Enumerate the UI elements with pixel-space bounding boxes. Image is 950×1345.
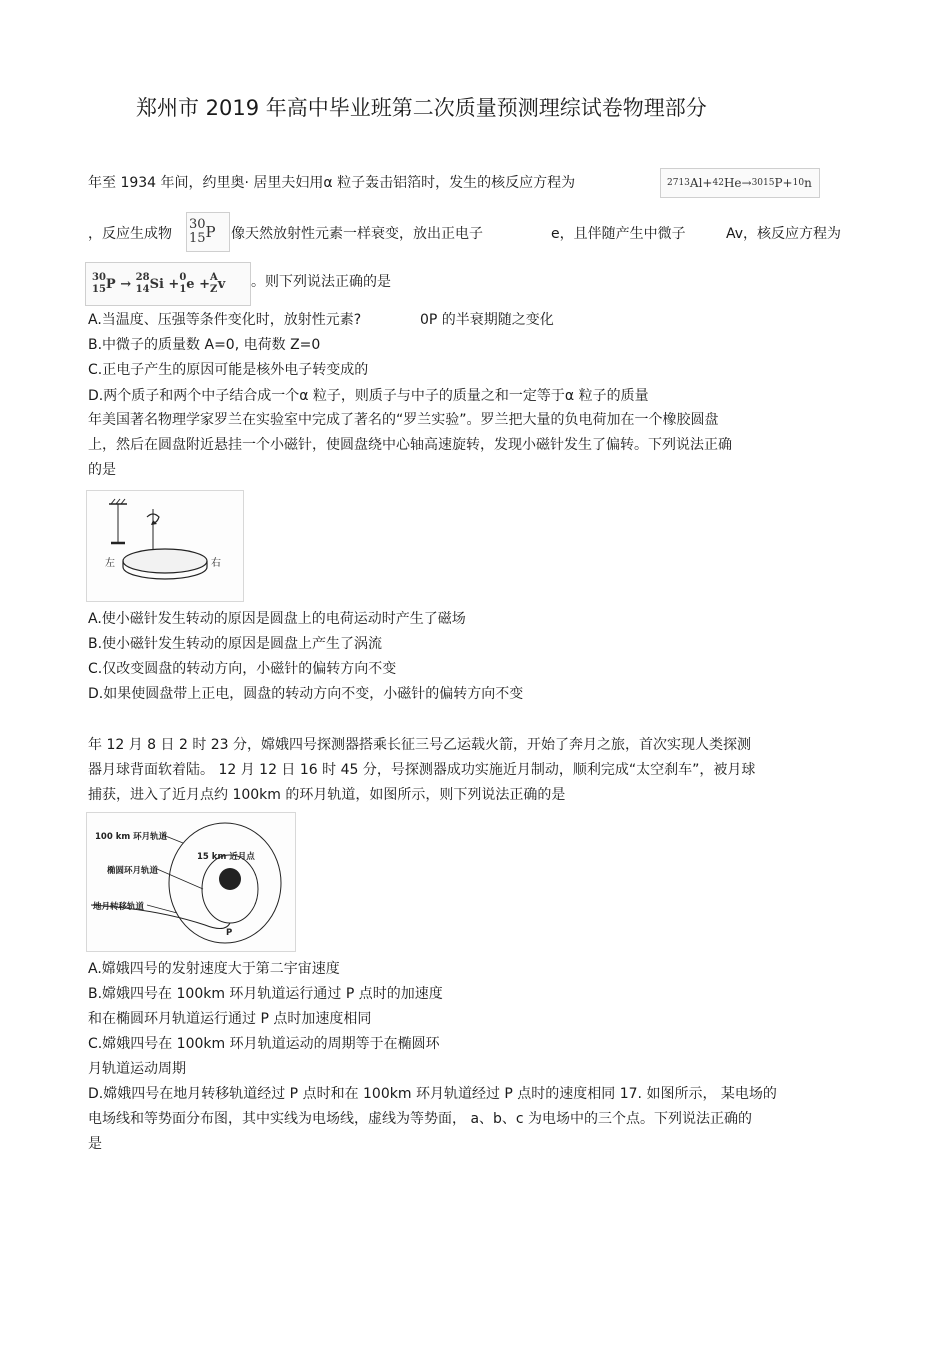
- nuclear-equation-1: [660, 168, 820, 198]
- symbol: P: [205, 223, 216, 241]
- isotope-numbers: [136, 272, 150, 296]
- q1-line2b: 像天然放射性元素一样衰变，放出正电子: [231, 226, 483, 242]
- charge-number: 0: [798, 178, 805, 188]
- q1-line2a: ，反应生成物: [88, 226, 172, 242]
- mass-number: 27: [667, 178, 679, 188]
- isotope-numbers: [189, 218, 206, 246]
- q3-line1: 年 12 月 8 日 2 时 23 分，嫦娥四号探测器搭乘长征三号乙运载火箭，开始了奔月之旅，首次实现人类探测: [88, 737, 752, 753]
- mass-number: 1: [792, 178, 799, 188]
- rubber-disk: [123, 549, 207, 573]
- symbol: He→: [723, 176, 752, 190]
- q1-option-a: A.当温度、压强等条件变化时，放射性元素?: [88, 312, 362, 328]
- rowland-diagram: [87, 491, 243, 601]
- mass-number: 30: [189, 217, 206, 232]
- rowland-experiment-figure: [86, 490, 244, 602]
- mass-number: A: [210, 272, 218, 283]
- label-left: 左: [105, 558, 115, 569]
- leader-line: [157, 869, 203, 889]
- lunar-orbit-figure: [86, 812, 296, 952]
- q4-line1: 电场线和等势面分布图，其中实线为电场线，虚线为等势面， a、b、c 为电场中的三个点。下列说法正确的: [88, 1111, 753, 1127]
- q1-line2d: Av，核反应方程为: [726, 226, 842, 242]
- label-perilune: 15 km 近月点: [197, 852, 255, 862]
- symbol: n: [804, 176, 812, 190]
- q2-line1: 年美国著名物理学家罗兰在实验室中完成了著名的“罗兰实验”。罗兰把大量的负电荷加在一个橡胶圆盘: [88, 412, 719, 428]
- mass-number: 30: [751, 178, 764, 188]
- page-title: 郑州市 2019 年高中毕业班第二次质量预测理综试卷物理部分: [136, 96, 707, 120]
- charge-number: Z: [210, 284, 218, 295]
- charge-number: 15: [189, 231, 206, 246]
- q2-line2: 上，然后在圆盘附近悬挂一个小磁针，使圆盘绕中心轴高速旋转，发现小磁针发生了偏转。下列说法正确: [88, 437, 732, 453]
- charge-number: 15: [92, 284, 106, 295]
- label-transfer-orbit: 地月转移轨道: [93, 902, 145, 912]
- q3-option-b-cont: 和在椭圆环月轨道运行通过 P 点时加速度相同: [88, 1011, 372, 1027]
- q1-line3: 。则下列说法正确的是: [251, 274, 391, 290]
- label-right: 右: [211, 558, 221, 569]
- q3-option-c-cont: 月轨道运动周期: [88, 1061, 186, 1077]
- nuclear-equation-2: [85, 262, 251, 306]
- mass-number: 28: [135, 272, 150, 283]
- q1-option-d: D.两个质子和两个中子结合成一个α 粒子，则质子与中子的质量之和一定等于α 粒子的质量: [88, 388, 649, 404]
- isotope-numbers: [210, 272, 218, 296]
- q3-line3: 捕获，进入了近月点约 100km 的环月轨道，如图所示，则下列说法正确的是: [88, 787, 566, 803]
- symbol: e +: [186, 276, 210, 292]
- charge-number: 14: [135, 284, 150, 295]
- moon-icon: [219, 868, 241, 890]
- q2-option-a: A.使小磁针发生转动的原因是圆盘上的电荷运动时产生了磁场: [88, 611, 466, 627]
- mass-number: 0: [179, 272, 187, 283]
- charge-number: 1: [179, 284, 187, 295]
- label-point-p: P: [226, 928, 233, 938]
- mass-number: 4: [712, 178, 719, 188]
- isotope-numbers: [179, 272, 186, 296]
- q2-option-b: B.使小磁针发生转动的原因是圆盘上产生了涡流: [88, 636, 383, 652]
- q2-option-d: D.如果使圆盘带上正电，圆盘的转动方向不变，小磁针的偏转方向不变: [88, 686, 524, 702]
- lunar-orbit-diagram: [87, 813, 295, 951]
- q2-line3: 的是: [88, 462, 116, 478]
- label-elliptical-orbit: 椭圆环月轨道: [107, 866, 159, 876]
- mass-number: 30: [92, 272, 106, 283]
- q3-option-b: B.嫦娥四号在 100km 环月轨道运行通过 P 点时的加速度: [88, 986, 443, 1002]
- q1-option-c: C.正电子产生的原因可能是核外电子转变成的: [88, 362, 369, 378]
- symbol: Si +: [149, 276, 180, 292]
- charge-number: 2: [718, 178, 724, 188]
- isotope-p30: [186, 212, 230, 252]
- q3-line2: 器月球背面软着陆。 12 月 12 日 16 时 45 分，号探测器成功实施近月制动，顺利完成“太空刹车”，被月球: [88, 762, 756, 778]
- symbol: P+: [774, 176, 793, 190]
- symbol: Al+: [689, 176, 713, 190]
- q2-option-c: C.仅改变圆盘的转动方向，小磁针的偏转方向不变: [88, 661, 397, 677]
- q3-option-a: A.嫦娥四号的发射速度大于第二宇宙速度: [88, 961, 340, 977]
- q1-option-a-cont: 0P 的半衰期随之变化: [420, 312, 554, 328]
- charge-number: 15: [763, 178, 775, 188]
- q1-line2c: e，且伴随产生中微子: [551, 226, 686, 242]
- q4-line2: 是: [88, 1136, 102, 1152]
- symbol: v: [217, 276, 226, 292]
- q3-option-d: D.嫦娥四号在地月转移轨道经过 P 点时和在 100km 环月轨道经过 P 点时的速度相同 17. 如图所示， 某电场的: [88, 1086, 777, 1102]
- charge-number: 13: [678, 178, 690, 188]
- isotope-numbers: [92, 272, 106, 296]
- q1-line1: 年至 1934 年间，约里奥· 居里夫妇用α 粒子轰击铝箔时，发生的核反应方程为: [88, 175, 576, 191]
- q1-option-b: B.中微子的质量数 A=0, 电荷数 Z=0: [88, 337, 321, 353]
- symbol: P →: [105, 276, 132, 292]
- q3-option-c: C.嫦娥四号在 100km 环月轨道运动的周期等于在椭圆环: [88, 1036, 440, 1052]
- label-100km-orbit: 100 km 环月轨道: [95, 832, 168, 842]
